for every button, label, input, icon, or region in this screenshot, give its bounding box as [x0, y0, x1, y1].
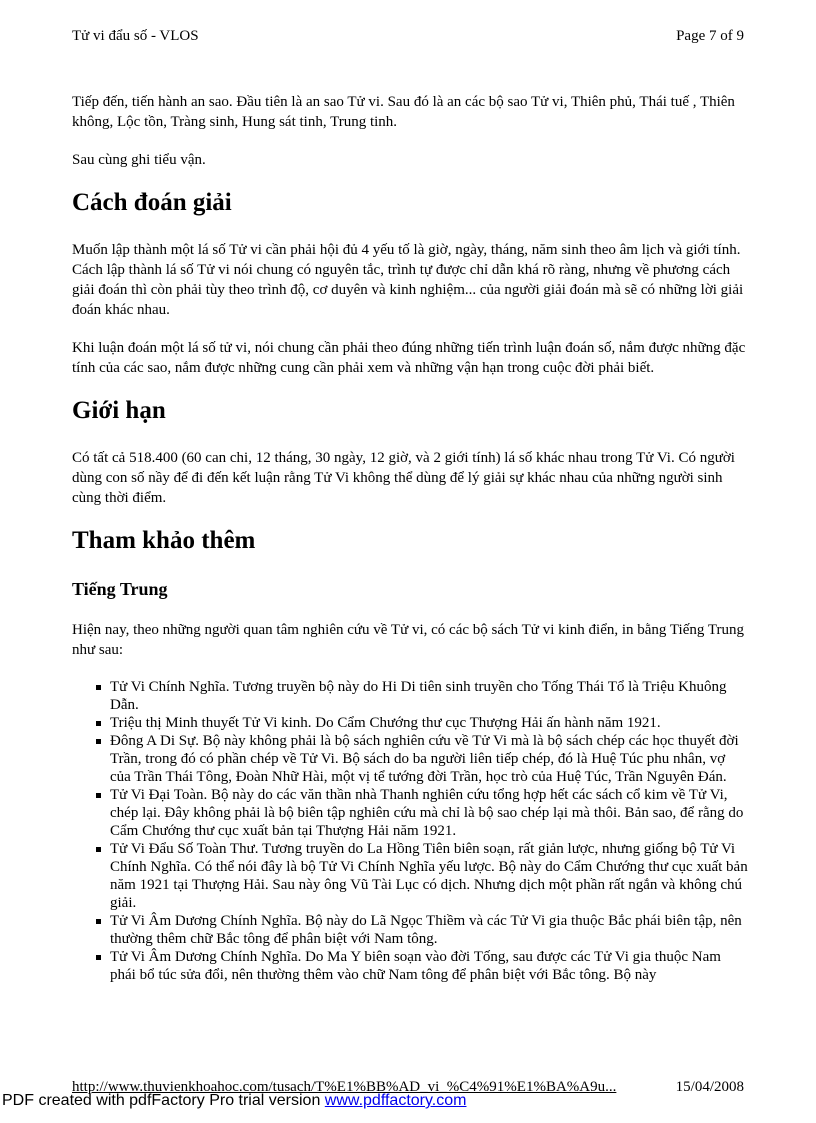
- list-item: [72, 714, 748, 732]
- list-item-text: Tử Vi Âm Dương Chính Nghĩa. Bộ này do Lã Ngọc Thiềm và các Tử Vi gia thuộc Bắc phái biên tập, nên thường thêm chữ Bắc tông để phân biệt với Nam tông.: [110, 913, 742, 947]
- header-title: Tử vi đẩu số - VLOS: [72, 28, 199, 44]
- list-item-text: Triệu thị Minh thuyết Tử Vi kinh. Do Cẩm Chướng thư cục Thượng Hải ấn hành năm 1921.: [110, 715, 661, 731]
- paragraph: Muốn lập thành một lá số Tử vi cần phải hội đủ 4 yếu tố là giờ, ngày, tháng, năm sinh theo âm lịch và giới tính. Cách lập thành lá số Tử vi nói chung có nguyên tắc, trình tự được chỉ dẫn khá rõ ràng, nhưng về phương cách giải đoán thì còn phải tùy theo trình độ, cơ duyên và kinh nghiệm... của người giải đoán mà sẽ có những lời giải đoán khác nhau.: [72, 242, 744, 318]
- list-item: [72, 786, 748, 840]
- paragraph: Hiện nay, theo những người quan tâm nghiên cứu về Tử vi, có các bộ sách Tử vi kinh điển, in bằng Tiếng Trung như sau:: [72, 622, 744, 658]
- source-url-link[interactable]: http://www.thuvienkhoahoc.com/tusach/T%E1%BB%AD_vi_%C4%91%E1%BA%A9u...: [72, 1079, 617, 1095]
- heading-tham-khao-them: Tham khảo thêm: [72, 527, 256, 554]
- list-item-text: Đông A Di Sự. Bộ này không phải là bộ sách nghiên cứu về Tử Vi mà là bộ sách chép các học thuyết đời Trần, trong đó có phần chép về Tử Vi. Bộ sách do ba người liên tiếp chép, đó là Huệ Túc phu nhân, vợ của Trần Thái Tông, Đoàn Nhữ Hài, một vị tể tướng đời Trần, học trò của Huệ Túc, Trần Nguyên Đán.: [110, 733, 739, 785]
- pdffactory-link[interactable]: www.pdffactory.com: [324, 1092, 467, 1109]
- list-item-text: Tử Vi Đại Toàn. Bộ này do các văn thần nhà Thanh nghiên cứu tổng hợp hết các sách cổ kim về Tử Vi, chép lại. Đây không phải là bộ biên tập nghiên cứu mà chỉ là bộ sao chép lại mà thôi. Bản sao, để rằng do Cẩm Chướng thư cục xuất bản tại Thượng Hải năm 1921.: [110, 787, 744, 839]
- list-item: [72, 840, 748, 912]
- list-item: [72, 732, 748, 786]
- page-number: Page 7 of 9: [676, 28, 744, 44]
- list-item-text: Tử Vi Chính Nghĩa. Tương truyền bộ này do Hi Di tiên sinh truyền cho Tống Thái Tổ là Triệu Khuông Dẫn.: [110, 679, 727, 713]
- bullet-square-icon: [96, 919, 101, 924]
- heading-cach-doan-giai: Cách đoán giải: [72, 189, 232, 216]
- list-item: [72, 948, 748, 984]
- bullet-square-icon: [96, 847, 101, 852]
- bullet-square-icon: [96, 955, 101, 960]
- book-list: [72, 678, 748, 984]
- paragraph: Có tất cả 518.400 (60 can chi, 12 tháng, 30 ngày, 12 giờ, và 2 giới tính) lá số khác nhau trong Tử Vi. Có người dùng con số nầy để đi đến kết luận rằng Tử Vi không thể dùng để lý giải sự khác nhau của những người sinh cùng thời điểm.: [72, 450, 735, 506]
- bullet-square-icon: [96, 685, 101, 690]
- intro-paragraph-1: Tiếp đến, tiến hành an sao. Đầu tiên là an sao Tử vi. Sau đó là an các bộ sao Tử vi, Thiên phủ, Thái tuế , Thiên không, Lộc tồn, Tràng sinh, Hung sát tinh, Trung tinh.: [72, 94, 735, 130]
- intro-paragraph-2: Sau cùng ghi tiểu vận.: [72, 152, 206, 168]
- paragraph: Khi luận đoán một lá số tử vi, nói chung cần phải theo đúng những tiến trình luận đoán số, nắm được những đặc tính của các sao, nắm được những cung cần phải xem và những vận hạn trong cuộc đời phải biết.: [72, 340, 746, 376]
- list-item: [72, 912, 748, 948]
- subheading-tieng-trung: Tiếng Trung: [72, 579, 168, 599]
- pdf-watermark: [2, 1092, 466, 1110]
- document-body: [72, 92, 748, 984]
- heading-gioi-han: Giới hạn: [72, 397, 166, 424]
- pdf-note-text: PDF created with pdfFactory Pro trial version: [2, 1092, 321, 1109]
- list-item-text: Tử Vi Đẩu Số Toàn Thư. Tương truyền do La Hồng Tiên biên soạn, rất giản lược, nhưng giống bộ Tử Vi Chính Nghĩa. Có thể nói đây là bộ Tử Vi Chính Nghĩa yếu lược. Bộ này do Cẩm Chướng thư cục xuất bản năm 1921 tại Thượng Hải. Sau này ông Vũ Tài Lục có dịch. Nhưng dịch một phần rất ngắn và không chú giải.: [110, 841, 748, 911]
- list-item: [72, 678, 748, 714]
- print-date: 15/04/2008: [675, 1079, 744, 1095]
- bullet-square-icon: [96, 721, 101, 726]
- bullet-square-icon: [96, 739, 101, 744]
- bullet-square-icon: [96, 793, 101, 798]
- list-item-text: Tử Vi Âm Dương Chính Nghĩa. Do Ma Y biên soạn vào đời Tống, sau được các Tử Vi gia thuộc Nam phái bổ túc sửa đổi, nên thường thêm vào chữ Nam tông để phân biệt với Bắc tông. Bộ này: [110, 949, 721, 983]
